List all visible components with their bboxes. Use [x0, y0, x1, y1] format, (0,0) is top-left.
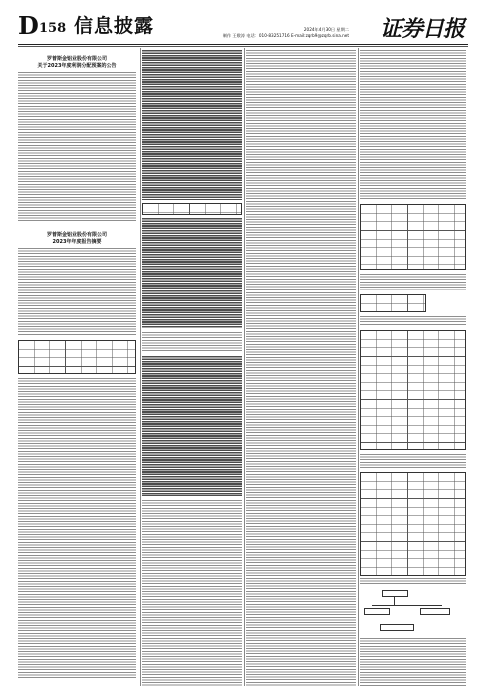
table-note — [142, 332, 242, 352]
announcement-2-company: 罗普斯金铝业股份有限公司 — [46, 232, 107, 238]
date-line: 2024年4月30日 星期二 — [303, 27, 349, 32]
stock-code-line — [18, 226, 136, 230]
flowchart-node — [364, 608, 390, 615]
flowchart-node — [420, 608, 450, 615]
page-letter: D — [18, 11, 39, 40]
column-divider — [244, 48, 245, 686]
announcement-2-subject: 2023年年度报告摘要 — [52, 239, 102, 245]
flowchart-node — [382, 590, 408, 597]
report-text-col2 — [142, 500, 242, 686]
masthead — [0, 0, 484, 46]
financial-table-2 — [142, 218, 242, 328]
report-text-col4 — [360, 50, 466, 200]
announcement-1-subject: 关于2023年度利润分配预案的公告 — [37, 63, 117, 69]
column-divider — [358, 48, 359, 686]
stock-code-line — [18, 50, 136, 54]
announcement-1-company: 罗普斯金铝业股份有限公司 — [46, 56, 107, 62]
table-header — [142, 203, 242, 215]
text-col4-3 — [360, 578, 466, 586]
editor-line: 制作 王敬涛 电话：010-83251716 E-mail:zqrb9@zqrb.sina.net — [222, 33, 349, 38]
report-summary-text — [18, 248, 136, 336]
column-3 — [246, 48, 356, 686]
report-summary-text-2 — [18, 378, 136, 678]
table-note-col4 — [360, 274, 466, 290]
flowchart-node — [380, 624, 414, 631]
column-divider — [140, 48, 141, 686]
subsidiary-table — [360, 472, 466, 576]
flowchart-connector — [372, 605, 442, 606]
shareholder-table — [360, 204, 466, 270]
column-1 — [18, 48, 136, 686]
financial-table-3 — [142, 356, 242, 496]
small-table — [360, 294, 426, 312]
page-number: 158 — [39, 21, 67, 36]
column-2 — [142, 48, 242, 686]
financial-table-1 — [142, 50, 242, 200]
flowchart-connector — [394, 597, 395, 605]
company-info-table — [18, 340, 136, 374]
text-col4-4 — [360, 638, 466, 686]
section-title: 信息披露 — [74, 15, 155, 37]
report-text-col3 — [246, 50, 356, 686]
announcement-1-body — [18, 72, 136, 222]
text-col4 — [360, 316, 466, 326]
text-col4-2 — [360, 454, 466, 468]
investment-table — [360, 330, 466, 450]
column-4 — [360, 48, 466, 686]
newspaper-logo: 证券日报 — [380, 16, 465, 42]
masthead-rule-thin — [18, 46, 468, 47]
masthead-rule — [18, 44, 468, 45]
